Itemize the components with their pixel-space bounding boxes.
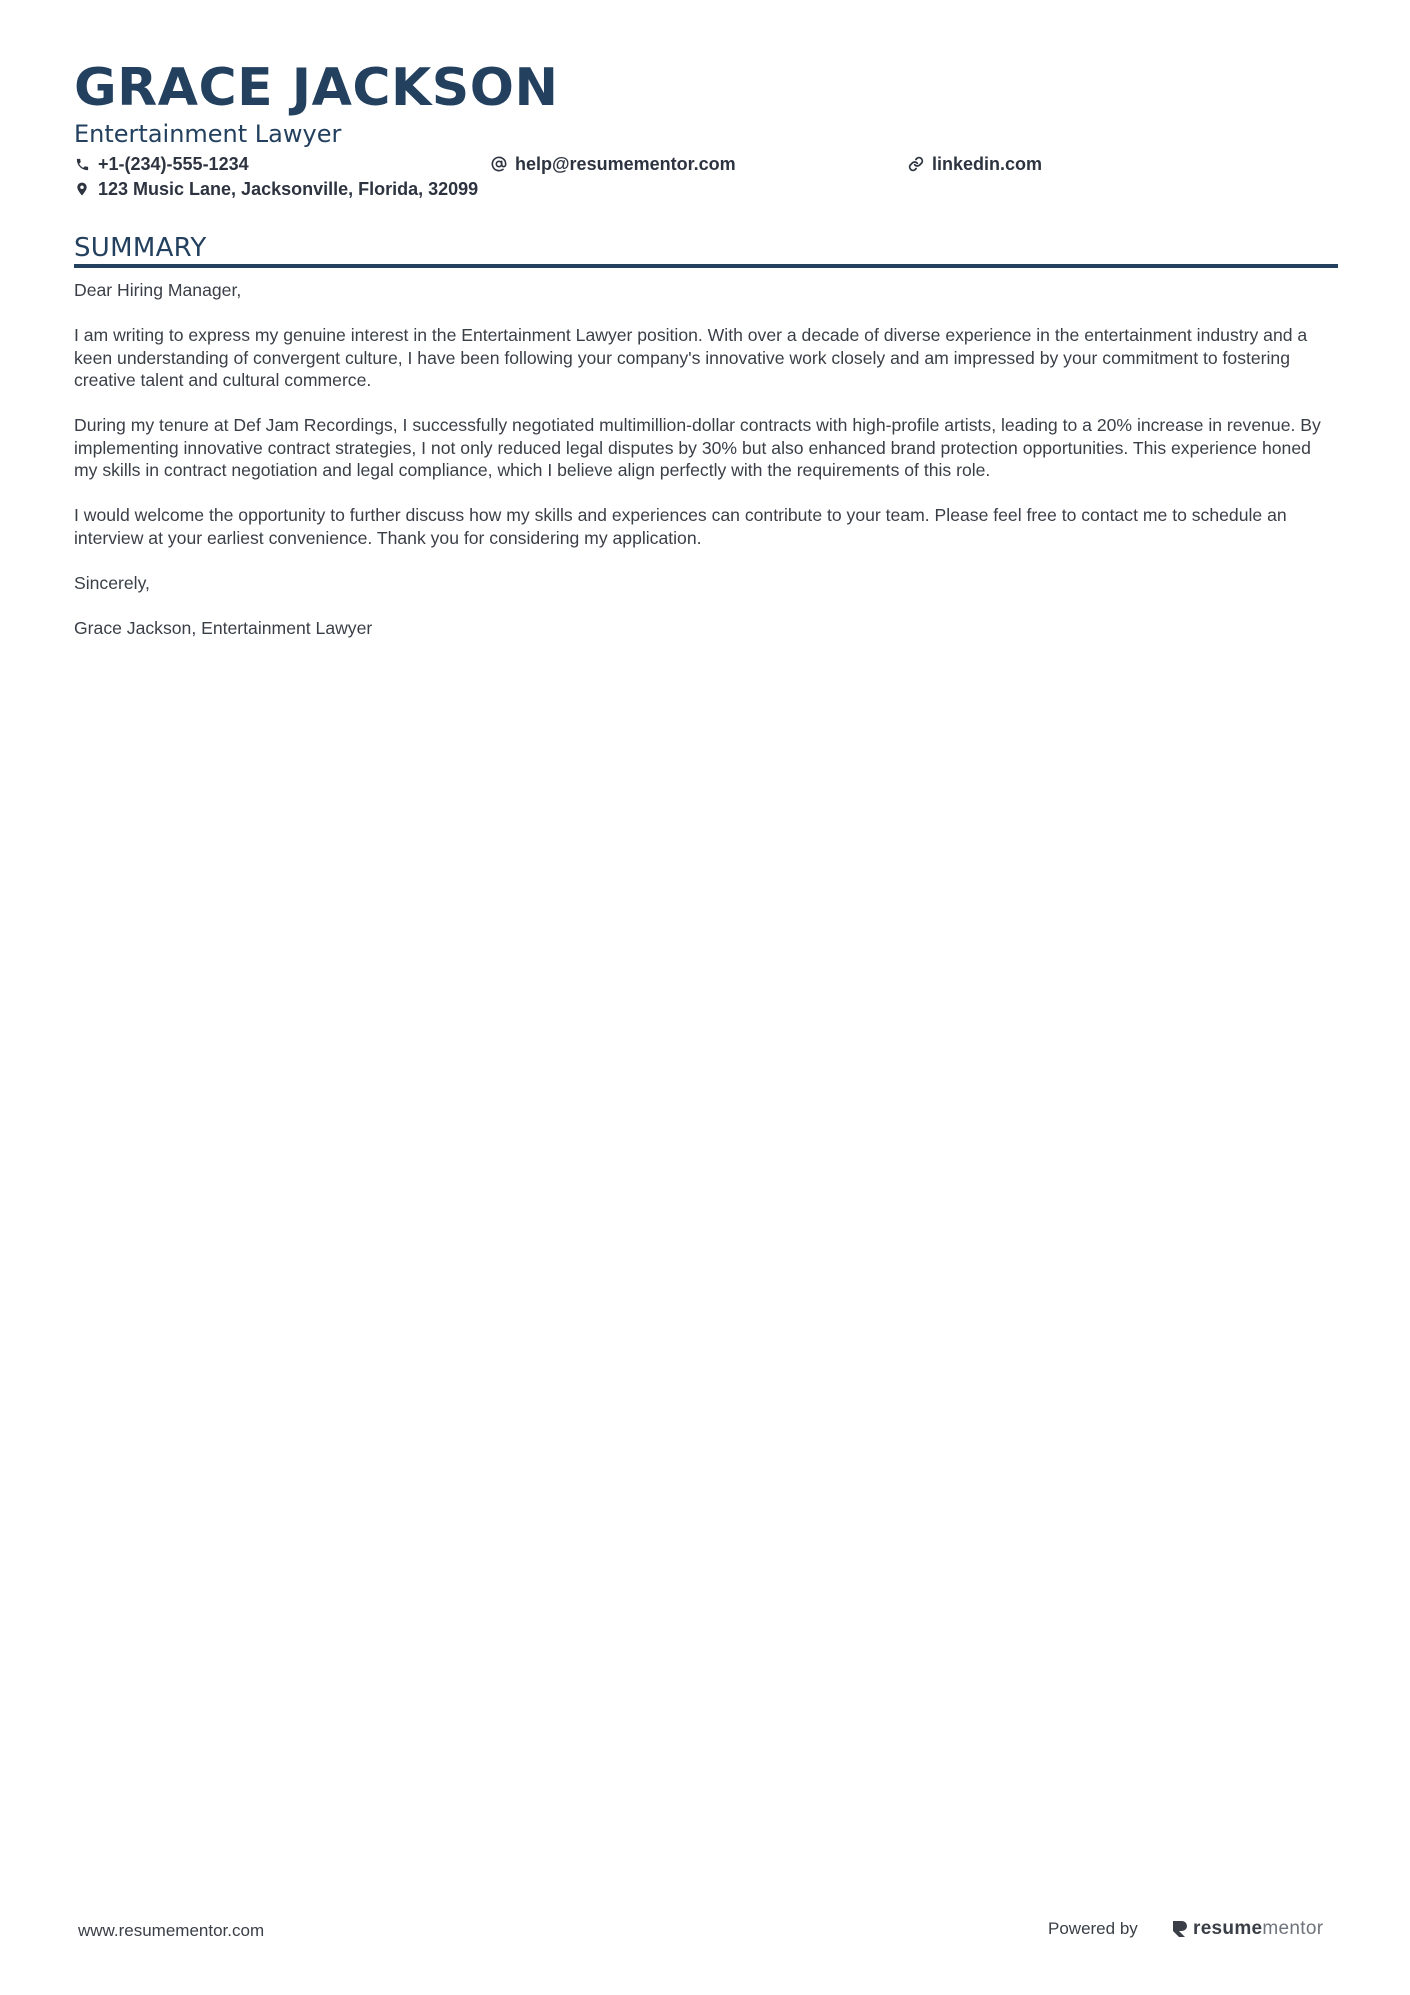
letter-paragraph-2: During my tenure at Def Jam Recordings, I successfully negotiated multimillion-dollar contracts with high-profile artists, leading to a 20% increase in revenue. By implementing innovative contract strategies, I not only reduced legal disputes by 30% but also enhanced brand protection opportunities. This experience honed my skills in contract negotiation and legal compliance, which I believe align perfectly with the requirements of this role.: [74, 415, 1321, 480]
resumementor-logo-icon: [1172, 1920, 1188, 1938]
phone-icon: [74, 156, 90, 172]
section-divider: [74, 264, 1338, 268]
contact-address: [74, 177, 478, 201]
powered-by-label: Powered by: [1048, 1919, 1138, 1938]
letter-paragraph-1: I am writing to express my genuine interest in the Entertainment Lawyer position. With over a decade of diverse experience in the entertainment industry and a keen understanding of convergent culture, I have been following your company's innovative work closely and am impressed by your commitment to fostering creative talent and cultural commerce.: [74, 325, 1308, 390]
contact-email[interactable]: [491, 152, 736, 176]
applicant-name: GRACE JACKSON: [74, 58, 559, 118]
contact-website[interactable]: [908, 152, 1042, 176]
link-icon: [908, 156, 924, 172]
resumementor-logo[interactable]: [1172, 1916, 1323, 1942]
letter-paragraph-3: I would welcome the opportunity to further discuss how my skills and experiences can contribute to your team. Please feel free to contact me to schedule an interview at your earliest convenience. Thank you for considering my application.: [74, 505, 1287, 548]
contact-phone: [74, 152, 249, 176]
website-link[interactable]: linkedin.com: [932, 153, 1043, 174]
salutation: Dear Hiring Manager,: [74, 280, 242, 300]
signature: Grace Jackson, Entertainment Lawyer: [74, 617, 373, 638]
at-sign-icon: [491, 156, 507, 172]
section-heading-summary: SUMMARY: [74, 233, 207, 263]
phone-text: +1-(234)-555-1234: [98, 153, 249, 174]
address-text: 123 Music Lane, Jacksonville, Florida, 32099: [98, 178, 479, 199]
email-link[interactable]: help@resumementor.com: [515, 153, 736, 174]
job-title: Entertainment Lawyer: [74, 120, 342, 148]
closing: Sincerely,: [74, 572, 150, 593]
footer-website-link[interactable]: www.resumementor.com: [78, 1921, 265, 1940]
letter-body: [74, 279, 1338, 662]
brand-wordmark: resumementor: [1193, 1918, 1324, 1939]
map-pin-icon: [74, 181, 90, 197]
